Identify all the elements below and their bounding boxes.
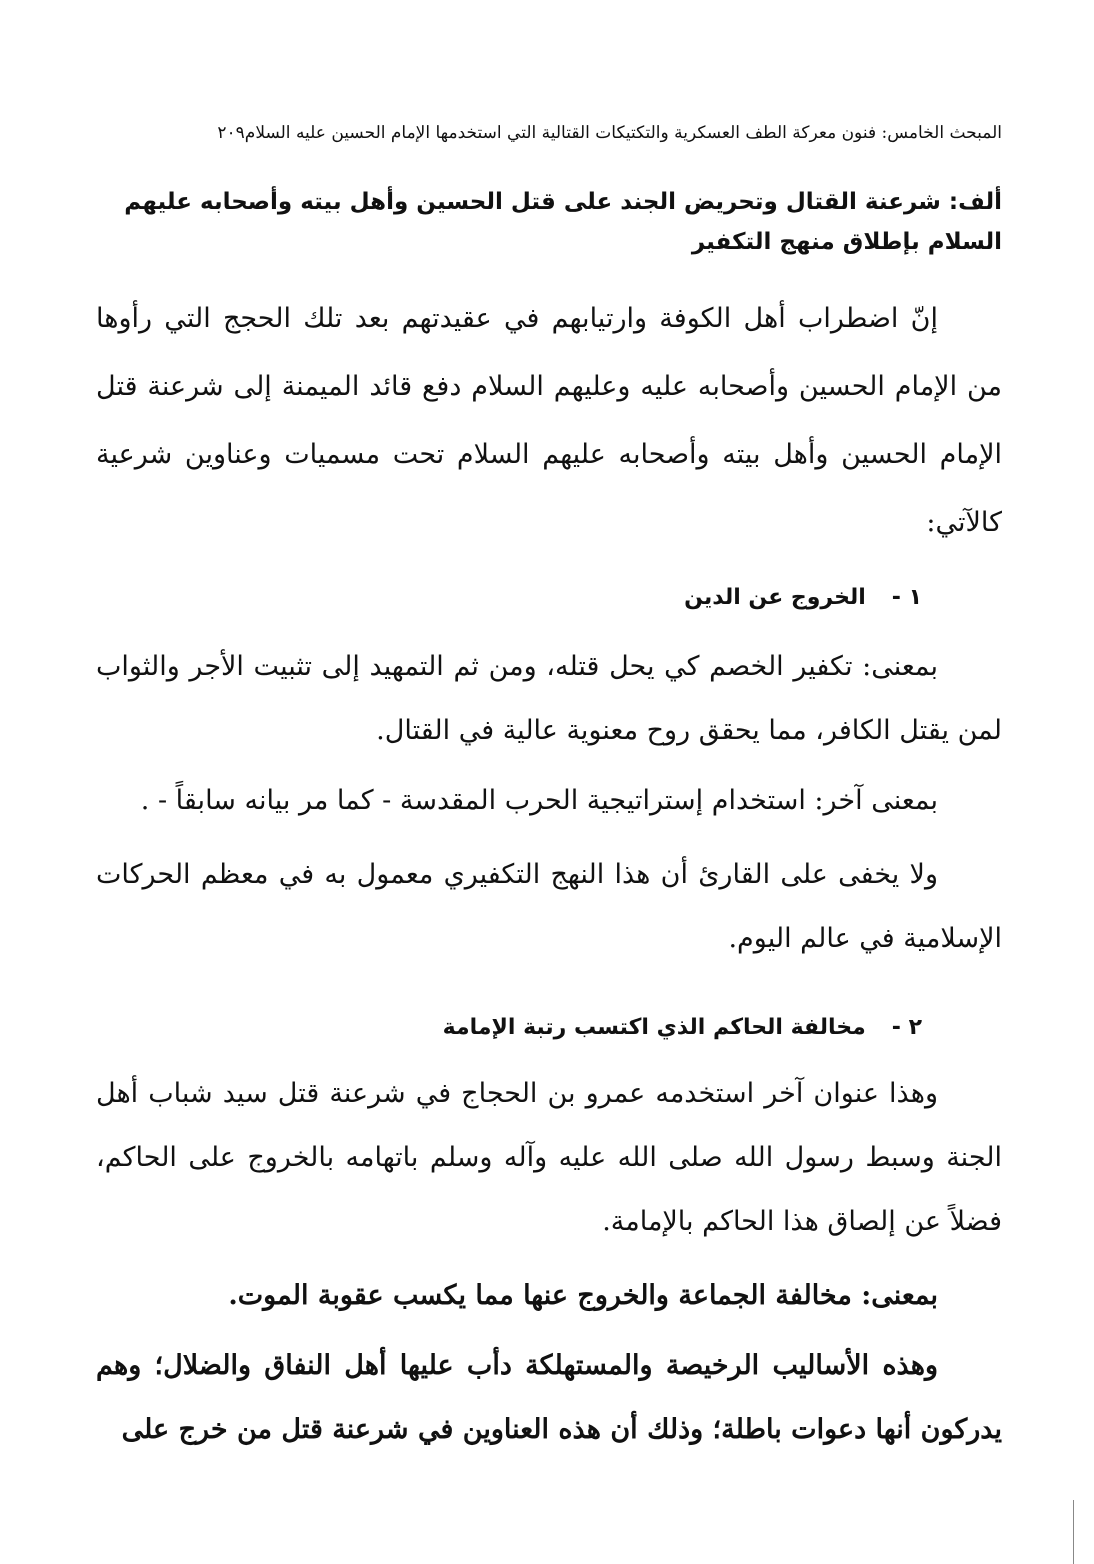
section-prefix: ألف: [948,189,1002,215]
item-1-paragraph-2: بمعنى آخر: استخدام إستراتيجية الحرب المقدسة - كما مر بيانه سابقاً - . [140,785,938,816]
item-heading-text-2: مخالفة الحاكم الذي اكتسب رتبة الإمامة [442,1015,866,1040]
intro-paragraph: إنّ اضطراب أهل الكوفة وارتيابهم في عقيدتهم بعد تلك الحجج التي رأوها من الإمام الحسين وأصحابه عليه وعليهم السلام دفع قائد الميمنة إلى شرعنة قتل الإمام الحسين وأهل بيته وأصحابه عليهم السلام تحت مسميات وعناوين شرعية كالآتي: [96,303,1002,538]
item-heading-2 [443,1008,922,1048]
item-number-1: ١ - [891,585,922,610]
running-header [84,118,1002,148]
margin-rule [1073,1500,1074,1564]
section-title-text: شرعنة القتال وتحريض الجند على قتل الحسين وأهل بيته وأصحابه عليهم السلام بإطلاق منهج التكفير [124,189,1002,255]
section-title [90,182,1002,262]
item-2-paragraph-3: وهذه الأساليب الرخيصة والمستهلكة دأب عليها أهل النفاق والضلال؛ وهم يدركون أنها دعوات باطلة؛ وذلك أن هذه العناوين في شرعنة قتل من خرج على [96,1350,1002,1445]
item-number-2: ٢ - [891,1015,922,1040]
running-header-title: المبحث الخامس: فنون معركة الطف العسكرية والتكتيكات القتالية التي استخدمها الإمام الحسين عليه السلام [244,123,1002,143]
item-1-paragraph-3: ولا يخفى على القارئ أن هذا النهج التكفيري معمول به في معظم الحركات الإسلامية في عالم اليوم. [96,859,1002,954]
page-number: ٢٠٩ [217,123,245,143]
item-heading-text-1: الخروج عن الدين [684,585,866,610]
item-2-paragraph-2: بمعنى: مخالفة الجماعة والخروج عنها مما يكسب عقوبة الموت. [228,1280,938,1311]
item-heading-1 [684,578,922,618]
item-2-paragraph-1: وهذا عنوان آخر استخدمه عمرو بن الحجاج في شرعنة قتل سيد شباب أهل الجنة وسبط رسول الله صلى الله عليه وآله وسلم باتهامه بالخروج على الحاكم، فضلاً عن إلصاق هذا الحاكم بالإمامة. [96,1078,1002,1237]
item-1-paragraph-1: بمعنى: تكفير الخصم كي يحل قتله، ومن ثم التمهيد إلى تثبيت الأجر والثواب لمن يقتل الكافر، مما يحقق روح معنوية عالية في القتال. [96,651,1002,746]
